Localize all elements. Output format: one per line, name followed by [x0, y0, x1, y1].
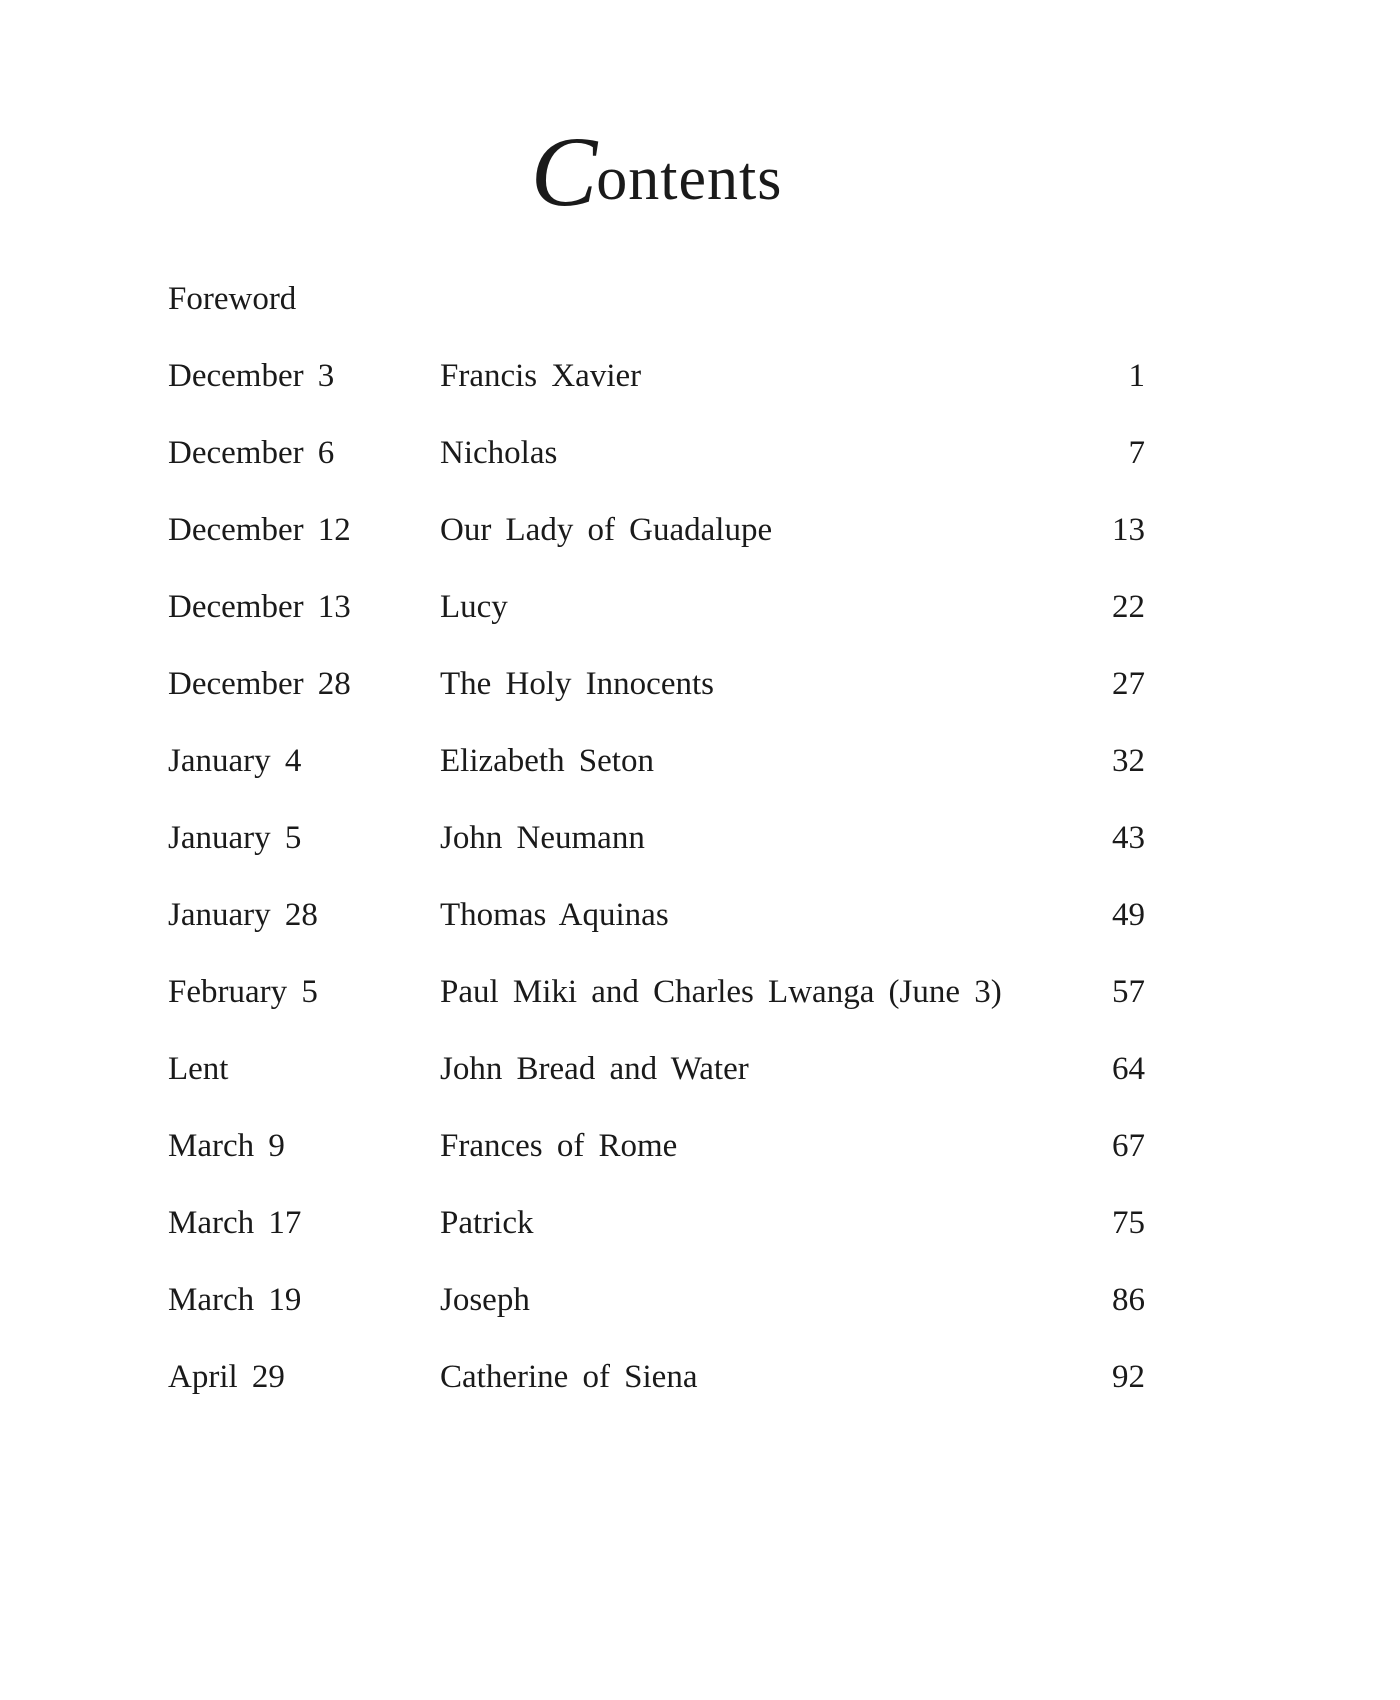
toc-entry-title: Catherine of Siena: [440, 1359, 698, 1395]
toc-entry-page: 67: [1112, 1128, 1145, 1164]
toc-entry-page: 49: [1112, 897, 1145, 933]
toc-entry-label: Foreword: [168, 281, 297, 317]
toc-entry-title: Patrick: [440, 1205, 534, 1241]
toc-entry-label: December 3: [168, 358, 335, 394]
toc-entry-title: Nicholas: [440, 435, 558, 471]
toc-row: [168, 492, 1145, 569]
toc-entry-title: Elizabeth Seton: [440, 743, 654, 779]
toc-entry-title: John Bread and Water: [440, 1051, 749, 1087]
toc-entry-label: January 5: [168, 820, 302, 856]
toc-entry-label: March 9: [168, 1128, 285, 1164]
toc-entry-label: December 12: [168, 512, 351, 548]
toc-entry-title: Francis Xavier: [440, 358, 642, 394]
title-rest: ontents: [596, 145, 783, 213]
toc-entry-title: Lucy: [440, 589, 508, 625]
toc-row: [168, 800, 1145, 877]
toc-entry-page: 32: [1112, 743, 1145, 779]
toc-entry-label: January 28: [168, 897, 318, 933]
toc-row: [168, 1031, 1145, 1108]
toc-entry-label: February 5: [168, 974, 318, 1010]
toc-row: [168, 338, 1145, 415]
toc-row: [168, 569, 1145, 646]
toc-row: [168, 646, 1145, 723]
toc-entry-page: 86: [1112, 1282, 1145, 1318]
toc-entry-page: 13: [1112, 512, 1145, 548]
toc-row: [168, 723, 1145, 800]
toc-entry-title: Frances of Rome: [440, 1128, 678, 1164]
toc-entry-label: January 4: [168, 743, 302, 779]
toc-row: [168, 1339, 1145, 1416]
toc-entry-label: March 17: [168, 1205, 302, 1241]
toc-entry-page: 75: [1112, 1205, 1145, 1241]
toc-entry-title: Our Lady of Guadalupe: [440, 512, 773, 548]
toc-list: [168, 261, 1145, 1416]
toc-entry-page: 64: [1112, 1051, 1145, 1087]
toc-row: [168, 954, 1145, 1031]
toc-entry-title: Joseph: [440, 1282, 530, 1318]
page-title: [168, 0, 1145, 227]
toc-entry-label: March 19: [168, 1282, 302, 1318]
toc-entry-page: 7: [1128, 435, 1145, 471]
title-initial-capital: C: [530, 116, 599, 227]
toc-entry-page: 92: [1112, 1359, 1145, 1395]
toc-entry-page: 43: [1112, 820, 1145, 856]
toc-row: [168, 1185, 1145, 1262]
toc-entry-label: Lent: [168, 1051, 229, 1087]
toc-entry-title: Thomas Aquinas: [440, 897, 669, 933]
toc-row: [168, 415, 1145, 492]
toc-entry-label: April 29: [168, 1359, 285, 1395]
toc-entry-page: 22: [1112, 589, 1145, 625]
toc-row: [168, 877, 1145, 954]
toc-row: [168, 1262, 1145, 1339]
toc-entry-label: December 6: [168, 435, 335, 471]
toc-entry-label: December 13: [168, 589, 351, 625]
toc-entry-title: The Holy Innocents: [440, 666, 714, 702]
toc-row: [168, 261, 1145, 338]
toc-entry-page: 1: [1128, 358, 1145, 394]
toc-entry-label: December 28: [168, 666, 351, 702]
toc-row: [168, 1108, 1145, 1185]
toc-entry-title: John Neumann: [440, 820, 645, 856]
toc-entry-page: 57: [1112, 974, 1145, 1010]
toc-entry-title: Paul Miki and Charles Lwanga (June 3): [440, 974, 1002, 1010]
toc-entry-page: 27: [1112, 666, 1145, 702]
